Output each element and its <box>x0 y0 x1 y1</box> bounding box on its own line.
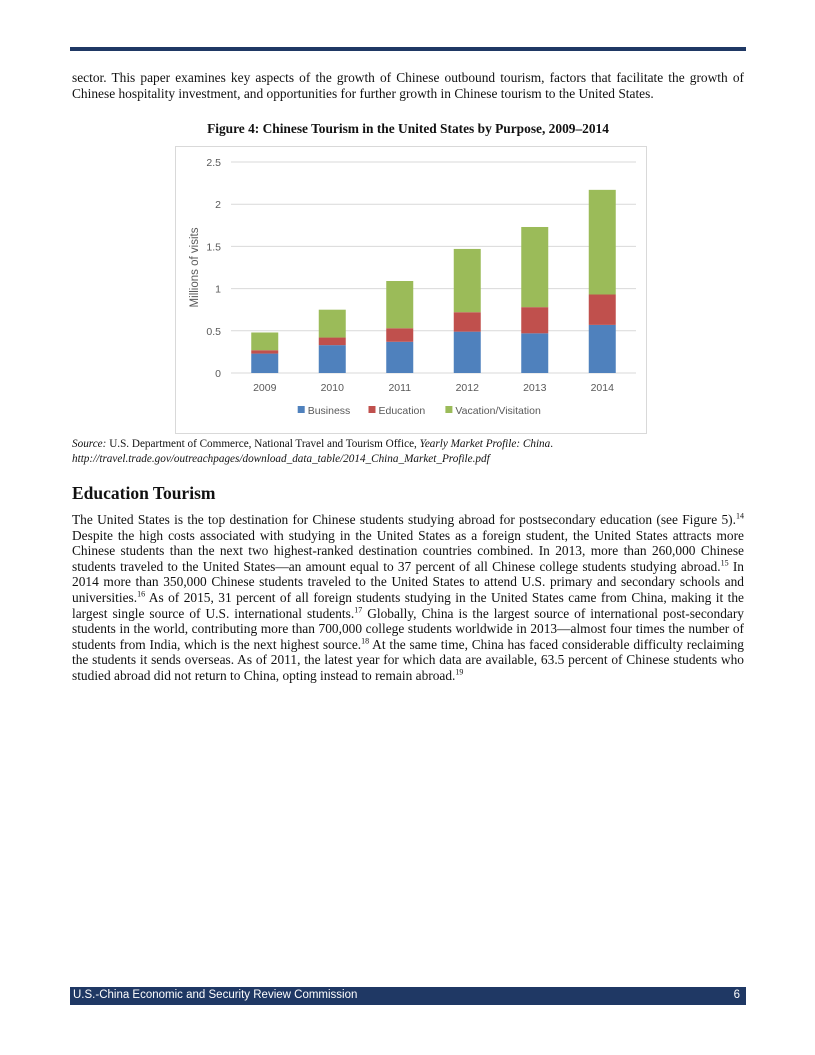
bar-segment-business <box>589 325 616 373</box>
bar-segment-vacation-visitation <box>454 249 481 312</box>
figure-title: Figure 4: Chinese Tourism in the United States by Purpose, 2009–2014 <box>207 121 609 136</box>
y-tick-label: 2 <box>215 199 221 212</box>
bar-segment-vacation-visitation <box>319 310 346 338</box>
footnote-ref[interactable]: 15 <box>720 558 729 568</box>
bar-segment-education <box>251 350 278 353</box>
chart-container <box>175 146 647 434</box>
x-tick-label: 2014 <box>590 382 614 394</box>
bar-segment-business <box>386 342 413 373</box>
paragraph-text: In 2014 more than 350,000 Chinese students traveled to the United States to attend U.S. primary and secondary schools and universities. <box>72 558 744 605</box>
bar-segment-business <box>521 333 548 373</box>
x-tick-label: 2013 <box>523 382 547 394</box>
legend-swatch <box>369 406 376 413</box>
intro-paragraph: sector. This paper examines key aspects of the growth of Chinese outbound tourism, factors that facilitate the growth of Chinese hospitality investment, and opportunities for further growth in Chinese tourism to the United States. <box>72 70 744 101</box>
y-tick-label: 0.5 <box>206 325 221 338</box>
y-axis-title: Millions of visits <box>189 227 201 308</box>
y-tick-label: 1 <box>215 283 221 296</box>
source-text: U.S. Department of Commerce, National Travel and Tourism Office, <box>106 438 420 450</box>
bar-segment-vacation-visitation <box>521 227 548 307</box>
education-paragraph <box>72 512 744 684</box>
bar-segment-business <box>454 332 481 373</box>
legend-swatch <box>298 406 305 413</box>
paragraph-text: Despite the high costs associated with studying in the United States as a foreign student, the United States attracts more Chinese students than the next two highest-ranked destination countries combined. In 2013, more than 260,000 Chinese students traveled to the United States—an amount equal to 37 percent of all Chinese college students studying abroad. <box>72 527 744 574</box>
footer-bar <box>70 987 746 1005</box>
legend-label: Business <box>307 405 351 417</box>
page-number: 6 <box>733 989 740 1001</box>
bar-segment-education <box>589 295 616 325</box>
stacked-bar-chart <box>176 147 646 433</box>
paragraph-text: Globally, China is the largest source of international post-secondary students in the world, contributing more than 700,000 college students worldwide in 2013—almost four times the number of students from India, which is the next highest source. <box>72 605 744 652</box>
source-end: . <box>550 438 554 450</box>
bar-segment-vacation-visitation <box>386 281 413 328</box>
legend-label: Vacation/Visitation <box>455 405 541 417</box>
bar-segment-vacation-visitation <box>251 332 278 350</box>
legend-label: Education <box>378 405 426 417</box>
y-tick-label: 1.5 <box>206 241 221 254</box>
bar-segment-business <box>319 345 346 373</box>
source-publication: Yearly Market Profile: China <box>419 438 551 450</box>
bar-segment-education <box>319 338 346 346</box>
paragraph-text: As of 2015, 31 percent of all foreign students studying in the United States came from China, making it the largest single source of U.S. international students. <box>72 589 744 621</box>
figure-source <box>72 437 744 466</box>
bar-segment-vacation-visitation <box>589 190 616 295</box>
source-label: Source: <box>72 438 107 450</box>
header-rule <box>70 47 746 51</box>
x-tick-label: 2009 <box>253 382 277 394</box>
x-tick-label: 2011 <box>388 382 412 394</box>
y-tick-label: 0 <box>215 368 221 380</box>
bar-segment-education <box>386 328 413 342</box>
paragraph-text: The United States is the top destination for Chinese students studying abroad for postsecondary education (see Figure 5). <box>72 512 736 527</box>
legend-swatch <box>445 406 452 413</box>
footer-organization: U.S.-China Economic and Security Review Commission <box>73 989 358 1001</box>
footnote-ref[interactable]: 16 <box>137 589 146 599</box>
footnote-ref[interactable]: 14 <box>736 511 744 521</box>
footnote-ref[interactable]: 18 <box>361 636 370 646</box>
section-heading: Education Tourism <box>72 483 216 503</box>
y-tick-label: 2.5 <box>206 157 221 169</box>
bar-segment-education <box>521 307 548 333</box>
x-tick-label: 2012 <box>455 382 479 394</box>
footnote-ref[interactable]: 17 <box>354 605 363 615</box>
bar-segment-business <box>251 354 278 373</box>
paragraph-text: At the same time, China has faced considerable difficulty reclaiming the students it sends overseas. As of 2011, the latest year for which data are available, 63.5 percent of Chinese students who studied abroad did not return to China, opting instead to remain abroad. <box>72 636 744 683</box>
bar-segment-education <box>454 312 481 331</box>
footnote-ref[interactable]: 19 <box>455 667 464 677</box>
x-tick-label: 2010 <box>320 382 344 394</box>
source-url[interactable]: http://travel.trade.gov/outreachpages/download_data_table/2014_China_Market_Profile.pdf <box>72 452 490 465</box>
